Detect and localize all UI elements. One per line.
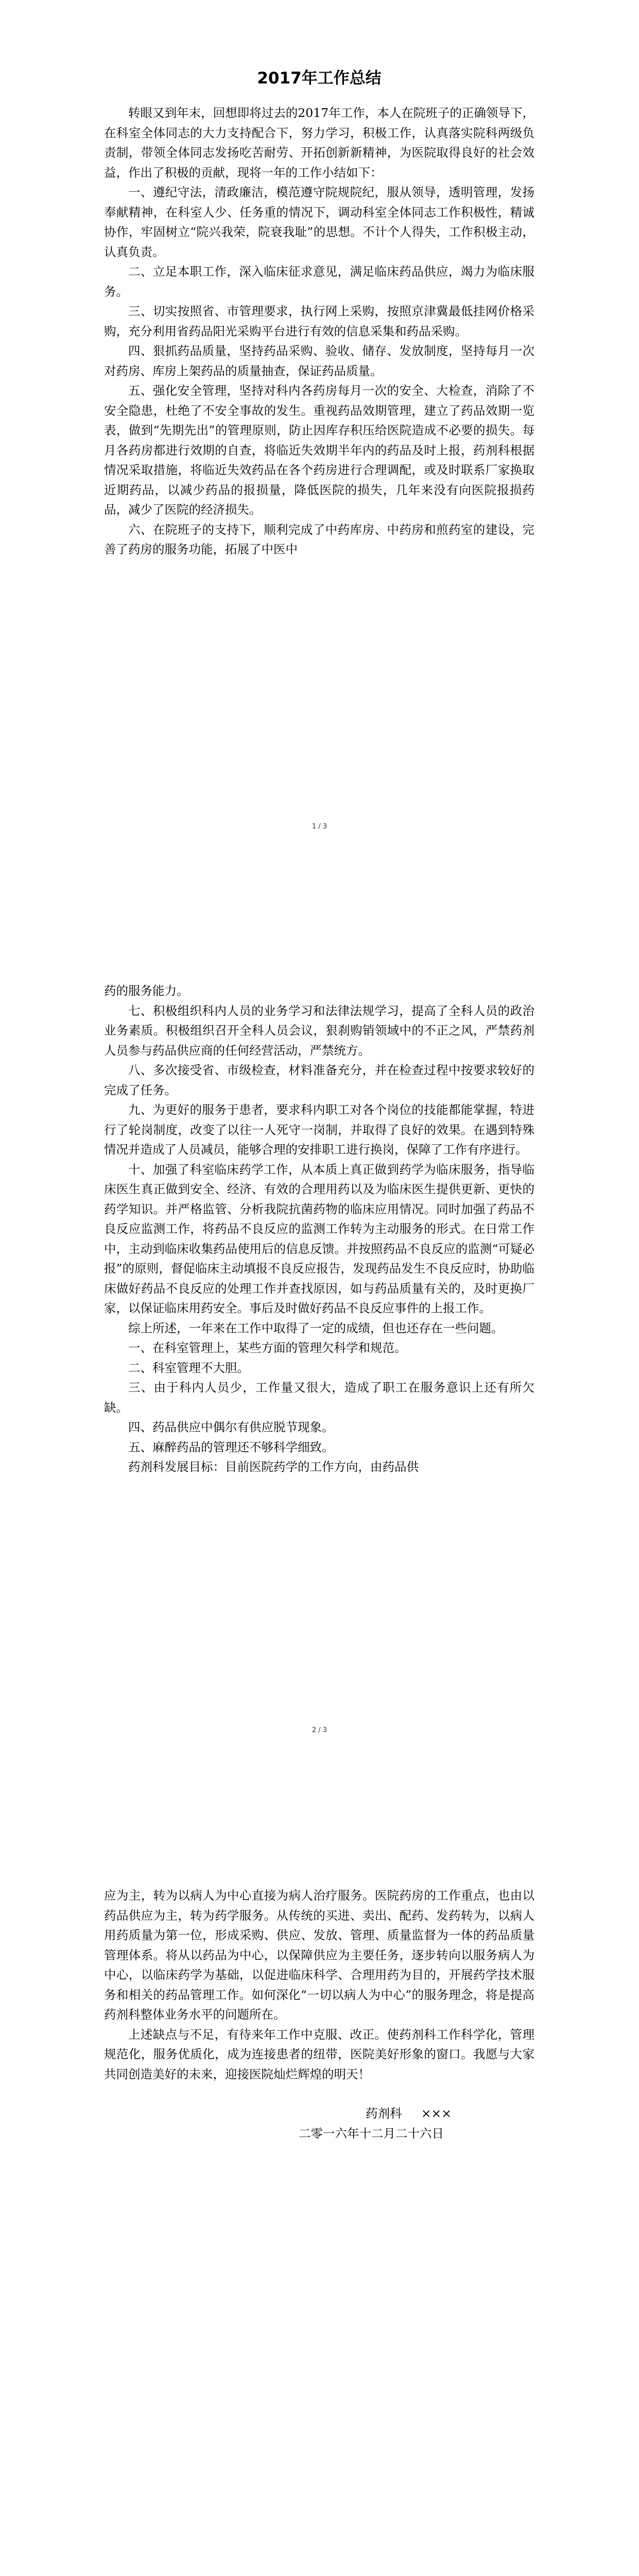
document-page-1: [0, 0, 639, 904]
page-number: 1 / 3: [312, 823, 327, 831]
page-1-content: [104, 67, 534, 560]
goal-paragraph: 药剂科发展目标：目前医院药学的工作方向，由药品供: [128, 1460, 419, 1474]
item-1-paragraph: 一、遵纪守法，清政廉洁，模范遵守院规院纪，服从领导，透明管理，发扬奉献精神，在科室人少、任务重的情况下，调动科室全体同志工作积极性，精诚协作，牢固树立“院兴我荣，院衰我耻”的思想。不计个人得失，工作积极主动，认真负责。: [104, 185, 534, 259]
item-4-paragraph: 四、狠抓药品质量，坚持药品采购、验收、储存、发放制度，坚持每月一次对药房、库房上架药品的质量抽查，保证药品质量。: [104, 344, 534, 378]
item-9-paragraph: 九、为更好的服务于患者，要求科内职工对各个岗位的技能都能掌握，特进行了轮岗制度，改变了以往一人死守一岗制，并取得了良好的效果。在遇到特殊情况并造成了人员减员，能够合理的安排职工进行换岗，保障了工作有序进行。: [104, 1103, 534, 1157]
goal-continuation: 应为主，转为以病人为中心直接为病人治疗服务。医院药房的工作重点，也由以药品供应为主，转为药学服务。从传统的买进、卖出、配药、发药转为，以病人用药质量为第一位，形成采购、供应、发放、管理、质量监督为一体的药品质量管理体系。将从以药品为中心，以保障供应为主要任务，逐步转向以服务病人为中心，以临床药学为基础，以促进临床科学、合理用药为目的，开展药学技术服务和相关的药品管理工作。如何深化“一切以病人为中心”的服务理念，将是提高药剂科整体业务水平的问题所在。: [104, 1888, 534, 2022]
item-7-paragraph: 七、积极组织科内人员的业务学习和法律法规学习，提高了全科人员的政治业务素质。积极组织召开全科人员会议，狠刹购销领域中的不正之风，严禁药剂人员参与药品供应商的任何经营活动，严禁统方。: [104, 1003, 534, 1058]
page-3-content: [104, 1886, 534, 2143]
problem-5-paragraph: 五、麻醉药品的管理还不够科学细致。: [128, 1439, 334, 1454]
item-5-paragraph: 五、强化安全管理，坚持对科内各药房每月一次的安全、大检查，消除了不安全隐患，杜绝了不安全事故的发生。重视药品效期管理，建立了药品效期一览表，做到“先期先出”的管理原则，防止因库存积压给医院造成不必要的损失。每月各药房都进行效期的自查，将临近失效期半年内的药品及时上报，药剂科根据情况采取措施，将临近失效药品在各个药房进行合理调配，或及时联系厂家换取近期药品，以减少药品的报损量，降低医院的损失，几年来没有向医院报损药品，减少了医院的经济损失。: [104, 383, 534, 517]
problem-1-paragraph: 一、在科室管理上，某些方面的管理欠科学和规范。: [128, 1341, 407, 1355]
problem-3-paragraph: 三、由于科内人员少，工作量又很大，造成了职工在服务意识上还有所欠缺。: [104, 1380, 534, 1415]
signature-line: [104, 2104, 534, 2124]
item-6-continuation: 药的服务能力。: [104, 984, 189, 998]
item-8-paragraph: 八、多次接受省、市级检查，材料准备充分，并在检查过程中按要求较好的完成了任务。: [104, 1063, 534, 1097]
item-2-paragraph: 二、立足本职工作，深入临床征求意见，满足临床药品供应，竭力为临床服务。: [104, 264, 534, 299]
item-3-paragraph: 三、切实按照省、市管理要求，执行网上采购，按照京津冀最低挂网价格采购，充分利用省药品阳光采购平台进行有效的信息采集和药品采购。: [104, 304, 534, 338]
intro-paragraph: 转眼又到年末，回想即将过去的2017年工作，本人在院班子的正确领导下，在科室全体同志的大力支持配合下，努力学习，积极工作，认真落实院科两级负责制，带领全体同志发扬吃苦耐劳、开拓创新新精神，为医院取得良好的社会效益，作出了积极的贡献，现将一年的工作小结如下：: [104, 106, 534, 180]
document-page-2: [0, 904, 639, 1807]
page-2-content: [104, 981, 534, 1477]
document-page-3: [0, 1807, 639, 2576]
item-6-paragraph: 六、在院班子的支持下，顺利完成了中药库房、中药房和煎药室的建设，完善了药房的服务功能，拓展了中医中: [104, 522, 534, 556]
problem-2-paragraph: 二、科室管理不大胆。: [128, 1360, 249, 1375]
page-number: 2 / 3: [312, 1726, 327, 1734]
summary-paragraph: 综上所述，一年来在工作中取得了一定的成绩，但也还存在一些问题。: [128, 1320, 504, 1335]
signature-department: 药剂科: [366, 2106, 402, 2121]
signature-date: 二零一六年十二月二十六日: [299, 2126, 444, 2141]
problem-4-paragraph: 四、药品供应中偶尔有供应脱节现象。: [128, 1420, 334, 1434]
document-title: 2017年工作总结: [257, 69, 382, 88]
signature-name: ×××: [421, 2106, 452, 2121]
closing-paragraph: 上述缺点与不足，有待来年工作中克服、改正。使药剂科工作科学化，管理规范化，服务优质化，成为连接患者的纽带，医院美好形象的窗口。我愿与大家共同创造美好的未来，迎接医院灿烂辉煌的明天！: [104, 2027, 534, 2081]
item-10-paragraph: 十、加强了科室临床药学工作，从本质上真正做到药学为临床服务，指导临床医生真正做到安全、经济、有效的合理用药以及为临床医生提供更新、更快的药学知识。并严格监管、分析我院抗菌药物的临床应用情况。同时加强了药品不良反应监测工作，将药品不良反应的监测工作转为主动服务的形式。在日常工作中，主动到临床收集药品使用后的信息反馈。并按照药品不良反应的监测“可疑必报”的原则，督促临床主动填报不良反应报告，发现药品发生不良反应时，协助临床做好药品不良反应的处理工作并查找原因，如与药品质量有关的，及时更换厂家，以保证临床用药安全。事后及时做好药品不良反应事件的上报工作。: [104, 1162, 534, 1315]
